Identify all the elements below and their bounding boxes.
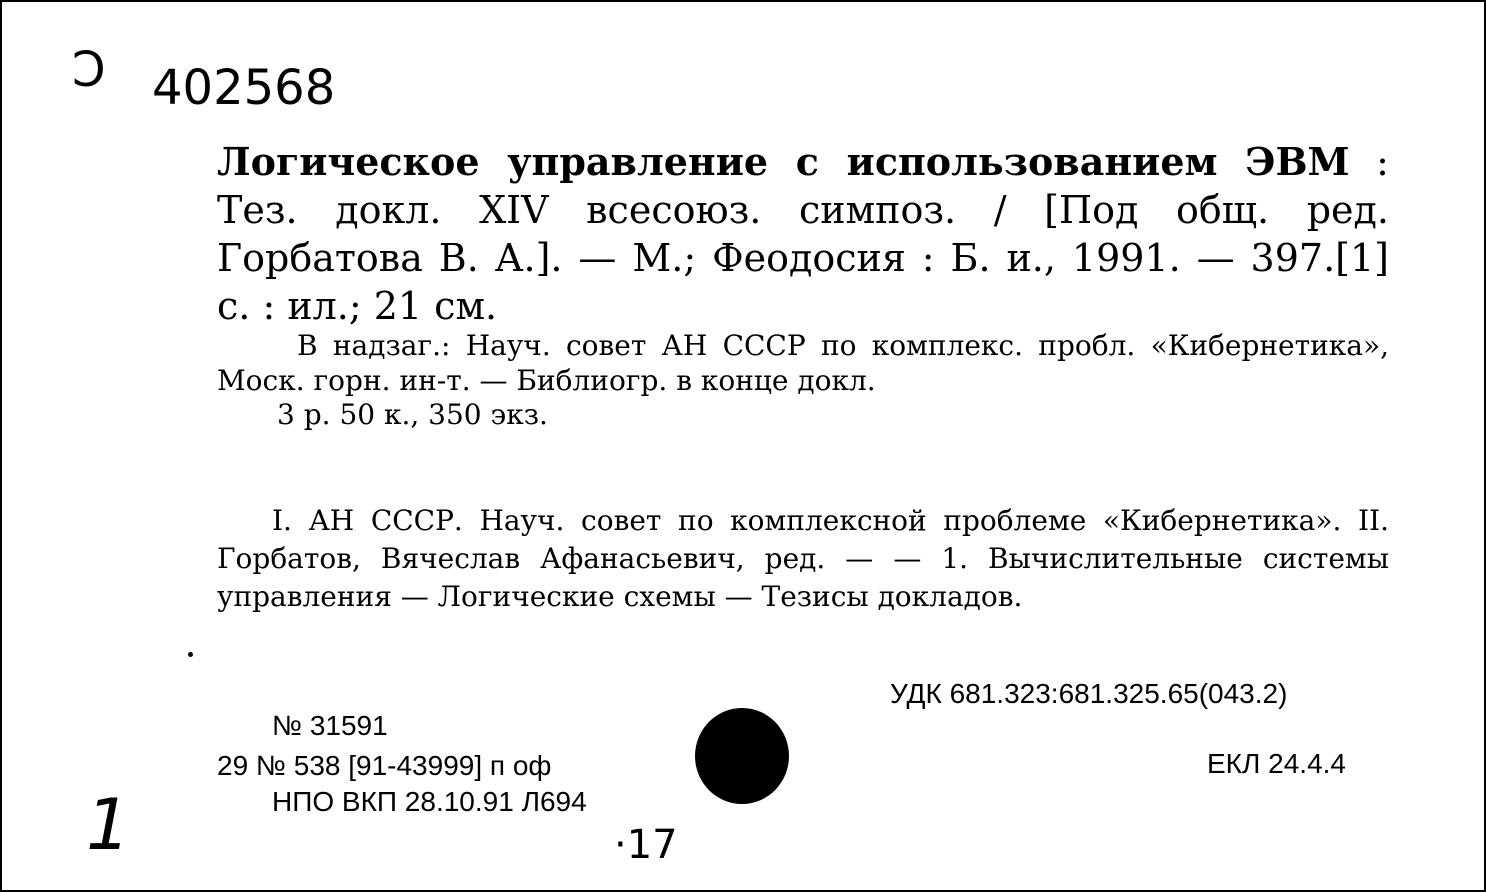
- ekl-code: ЕКЛ 24.4.4: [1207, 748, 1346, 779]
- handwritten-mark-left: 1: [86, 784, 131, 866]
- note: [217, 328, 1389, 398]
- ink-dot: [188, 652, 193, 657]
- main-entry-title: Логическое управление с использованием ЭВМ: [217, 139, 1350, 184]
- tracing-text: I. АН СССР. Науч. совет по комплексной проблеме «Кибернетика». II. Горбатов, Вячеслав Афанасьевич, ред. — — 1. Вычислительные системы управления — Логические схемы — Тезисы докладов.: [217, 504, 1389, 613]
- call-number: 402568: [152, 60, 336, 116]
- udk-code: УДК 681.323:681.325.65(043.2): [890, 678, 1288, 709]
- main-entry-rest: : Тез. докл. XIV всесоюз. симпоз. / [Под общ. ред. Горбатова В. А.]. — М.; Феодосия : Б. и., 1991. — 397.[1] с. : ил.; 21 см.: [217, 140, 1389, 328]
- punch-hole: [695, 708, 789, 804]
- handwritten-mark-bottom: ·17: [614, 822, 678, 868]
- npo-line: НПО ВКП 28.10.91 Л694: [272, 786, 587, 817]
- main-entry: [217, 138, 1389, 330]
- tracing: [217, 502, 1389, 616]
- call-number-prefix: Ɔ: [72, 42, 106, 98]
- note-text: В надзаг.: Науч. совет АН СССР по комплекс. пробл. «Кибернетика», Моск. горн. ин-т. — Библиогр. в конце докл.: [217, 329, 1389, 397]
- card-number: № 31591: [272, 710, 388, 741]
- order-line: 29 № 538 [91-43999] п оф: [217, 750, 552, 781]
- price-circulation: 3 р. 50 к., 350 экз.: [277, 398, 548, 431]
